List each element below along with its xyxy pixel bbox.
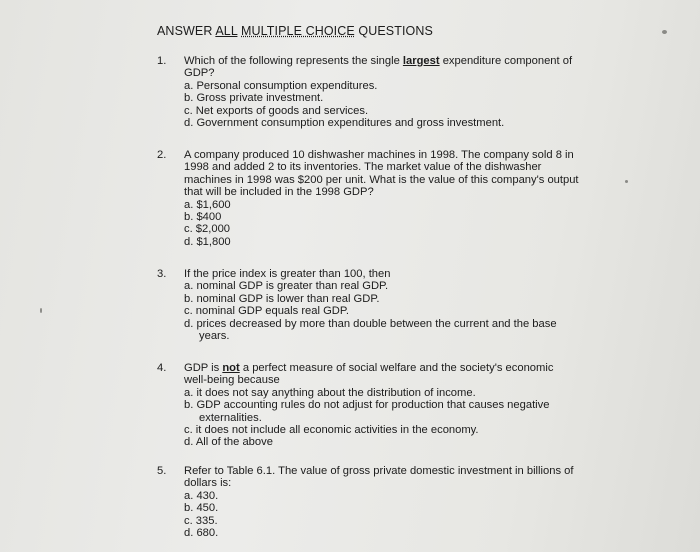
- question-stem: Which of the following represents the single largest expenditure component of GDP?: [184, 55, 573, 80]
- option-d[interactable]: d. $1,800: [184, 235, 231, 248]
- option-d[interactable]: d. Government consumption expenditures and gross investment.: [184, 117, 505, 130]
- question-stem: Refer to Table 6.1. The value of gross private domestic investment in billions of dollars is:: [184, 465, 574, 490]
- question-number: 1.: [157, 55, 167, 67]
- option-d[interactable]: d. 680.: [184, 527, 219, 540]
- option-a[interactable]: a. $1,600: [184, 198, 231, 211]
- paper-speck: [662, 30, 667, 34]
- option-c[interactable]: c. nominal GDP equals real GDP.: [184, 305, 349, 318]
- paper-speck: [625, 180, 628, 183]
- option-c[interactable]: c. Net exports of goods and services.: [184, 104, 369, 117]
- heading-multiple-choice: MULTIPLE CHOICE: [241, 24, 355, 38]
- heading-prefix: ANSWER: [157, 24, 216, 38]
- page-heading: [157, 24, 433, 38]
- question-stem: A company produced 10 dishwasher machines in 1998. The company sold 8 in 1998 and added 2 to its inventories. The market value of the dishwasher machines in 1998 was $200 per unit. What is the value of this company's output that will be included in the 1998 GDP?: [184, 149, 579, 199]
- option-b[interactable]: b. 450.: [184, 502, 219, 515]
- question-stem: If the price index is greater than 100, then: [184, 268, 391, 280]
- option-a[interactable]: a. nominal GDP is greater than real GDP.: [184, 280, 389, 293]
- option-c[interactable]: c. $2,000: [184, 223, 231, 236]
- option-b[interactable]: b. nominal GDP is lower than real GDP.: [184, 292, 380, 305]
- question-stem: GDP is not a perfect measure of social welfare and the society's economic well-being because: [184, 362, 554, 387]
- heading-suffix: QUESTIONS: [354, 24, 433, 38]
- question-number: 5.: [157, 465, 167, 477]
- question-number: 3.: [157, 268, 167, 280]
- question-number: 4.: [157, 362, 167, 374]
- option-d[interactable]: d. All of the above: [184, 436, 273, 449]
- heading-all: ALL: [215, 24, 238, 38]
- option-a[interactable]: a. it does not say anything about the distribution of income.: [184, 386, 476, 399]
- paper-speck: [40, 308, 42, 313]
- option-c[interactable]: c. 335.: [184, 514, 218, 527]
- question-number: 2.: [157, 149, 167, 161]
- option-d[interactable]: d. prices decreased by more than double between the current and the base years.: [184, 317, 557, 343]
- option-b[interactable]: b. $400: [184, 211, 222, 224]
- option-c[interactable]: c. it does not include all economic activities in the economy.: [184, 424, 479, 437]
- option-b[interactable]: b. Gross private investment.: [184, 92, 324, 105]
- option-a[interactable]: a. Personal consumption expenditures.: [184, 79, 378, 92]
- option-b[interactable]: b. GDP accounting rules do not adjust for production that causes negative externalities.: [184, 399, 550, 424]
- option-a[interactable]: a. 430.: [184, 489, 219, 502]
